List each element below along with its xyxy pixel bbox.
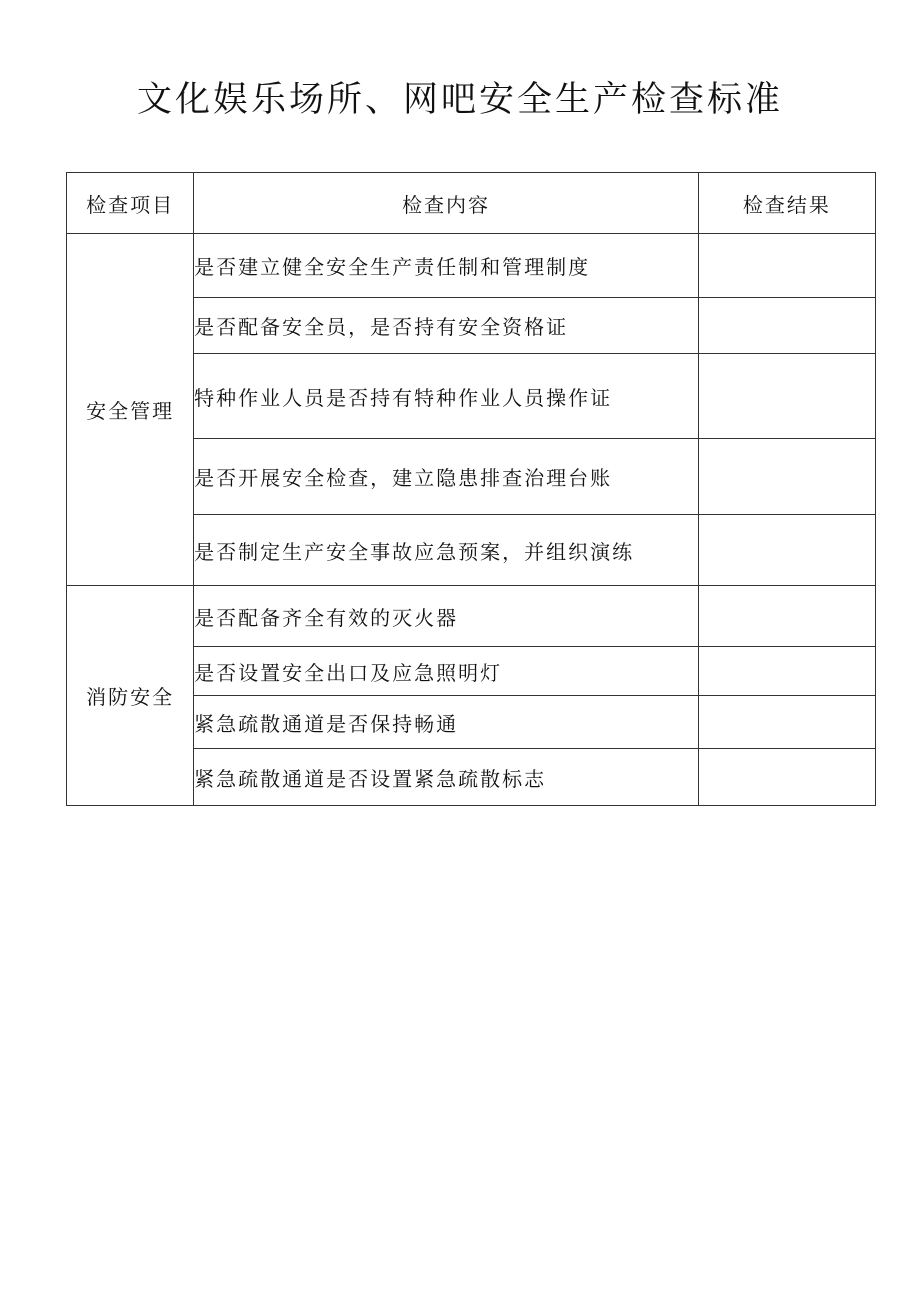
table-row xyxy=(67,586,876,647)
check-item: 紧急疏散通道是否设置紧急疏散标志 xyxy=(194,749,699,806)
check-item: 是否设置安全出口及应急照明灯 xyxy=(194,647,699,696)
result-cell[interactable] xyxy=(698,354,875,439)
category-safety-management: 安全管理 xyxy=(67,234,194,586)
check-item: 是否开展安全检查，建立隐患排查治理台账 xyxy=(194,439,699,515)
check-item: 特种作业人员是否持有特种作业人员操作证 xyxy=(194,354,699,439)
check-item: 是否配备齐全有效的灭火器 xyxy=(194,586,699,647)
category-fire-safety: 消防安全 xyxy=(67,586,194,806)
check-item: 是否配备安全员，是否持有安全资格证 xyxy=(194,298,699,354)
header-result: 检查结果 xyxy=(698,173,875,234)
header-item: 检查项目 xyxy=(67,173,194,234)
result-cell[interactable] xyxy=(698,749,875,806)
page-title: 文化娱乐场所、网吧安全生产检查标准 xyxy=(136,80,783,120)
check-item: 是否制定生产安全事故应急预案，并组织演练 xyxy=(194,515,699,586)
result-cell[interactable] xyxy=(698,696,875,749)
result-cell[interactable] xyxy=(698,586,875,647)
result-cell[interactable] xyxy=(698,647,875,696)
result-cell[interactable] xyxy=(698,298,875,354)
result-cell[interactable] xyxy=(698,515,875,586)
result-cell[interactable] xyxy=(698,439,875,515)
check-item: 紧急疏散通道是否保持畅通 xyxy=(194,696,699,749)
check-item: 是否建立健全安全生产责任制和管理制度 xyxy=(194,234,699,298)
result-cell[interactable] xyxy=(698,234,875,298)
inspection-table xyxy=(66,172,876,806)
table-header-row xyxy=(67,173,876,234)
header-content: 检查内容 xyxy=(194,173,699,234)
table-row xyxy=(67,234,876,298)
